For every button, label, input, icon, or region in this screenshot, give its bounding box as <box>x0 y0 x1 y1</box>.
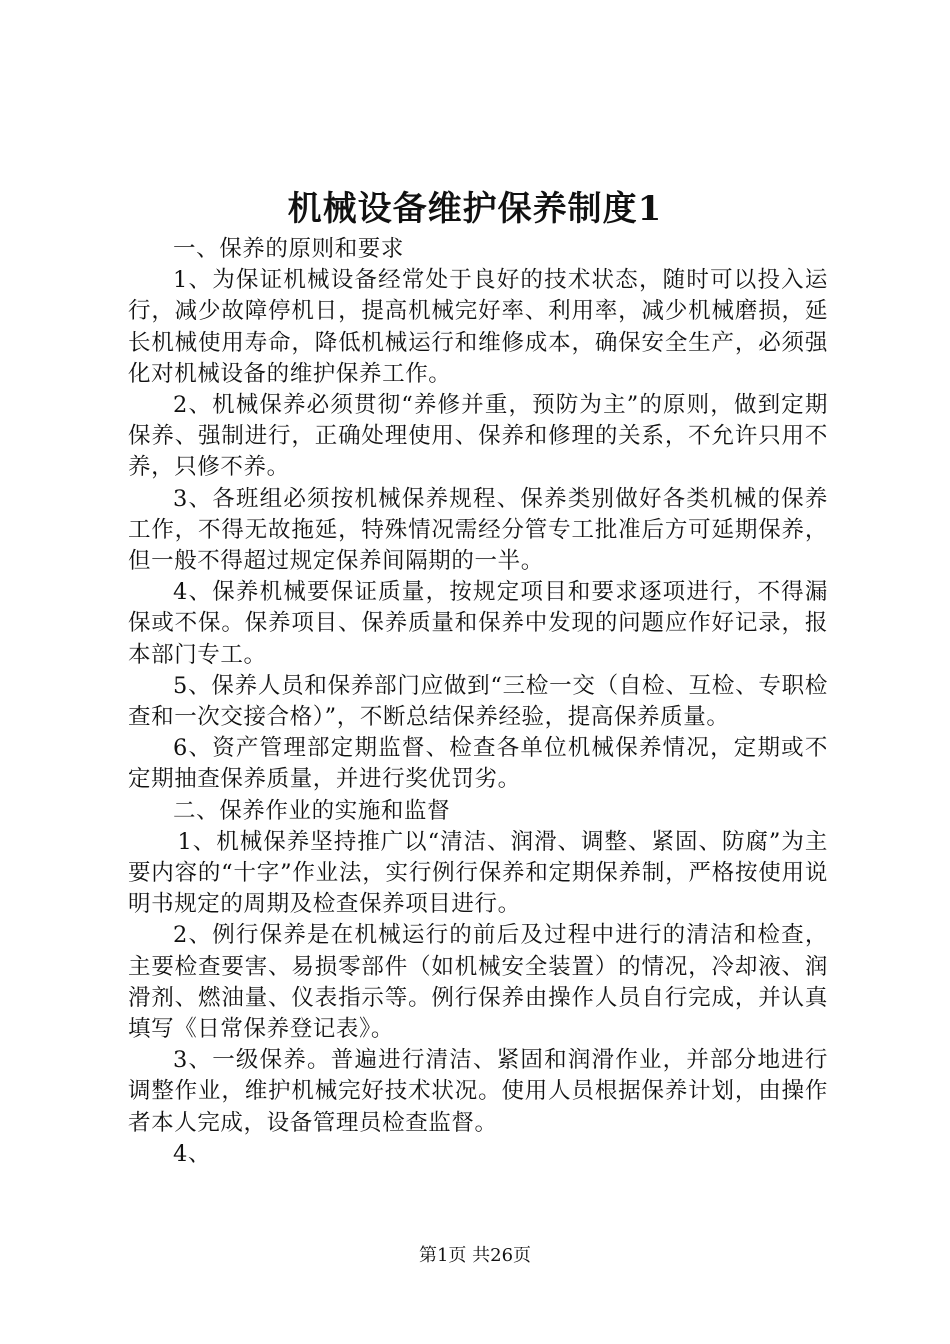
paragraph: 1、为保证机械设备经常处于良好的技术状态，随时可以投入运行，减少故障停机日，提高机械完好率、利用率，减少机械磨损，延长机械使用寿命，降低机械运行和维修成本，确保安全生产，必须强化对机械设备的维护保养工作。 <box>128 267 828 387</box>
section-heading-1: 一、保养的原则和要求 <box>173 236 405 262</box>
paragraph: 5、保养人员和保养部门应做到“三检一交（自检、互检、专职检查和一次交接合格）”，不断总结保养经验，提高保养质量。 <box>128 672 828 731</box>
paragraph: 3、一级保养。普遍进行清洁、紧固和润滑作业，并部分地进行调整作业，维护机械完好技术状况。使用人员根据保养计划，由操作者本人完成，设备管理员检查监督。 <box>128 1047 828 1136</box>
document-body <box>128 234 828 1170</box>
document-title: 机械设备维护保养制度1 <box>287 189 663 229</box>
paragraph: 2、机械保养必须贯彻“养修并重，预防为主”的原则，做到定期保养、强制进行，正确处理使用、保养和修理的关系，不允许只用不养，只修不养。 <box>128 392 828 481</box>
page-footer: 第1页 共26页 <box>418 1245 532 1266</box>
section-heading-2: 二、保养作业的实施和监督 <box>173 797 451 824</box>
paragraph: 4、 <box>173 1140 212 1167</box>
paragraph: 3、各班组必须按机械保养规程、保养类别做好各类机械的保养工作，不得无故拖延，特殊情况需经分管专工批准后方可延期保养，但一般不得超过规定保养间隔期的一半。 <box>128 485 828 575</box>
paragraph: 2、例行保养是在机械运行的前后及过程中进行的清洁和检查，主要检查要害、易损零部件（如机械安全装置）的情况，冷却液、润滑剂、燃油量、仪表指示等。例行保养由操作人员自行完成，并认真填写《日常保养登记表》。 <box>128 922 828 1043</box>
paragraph: 4、保养机械要保证质量，按规定项目和要求逐项进行，不得漏保或不保。保养项目、保养质量和保养中发现的问题应作好记录，报本部门专工。 <box>128 579 828 668</box>
paragraph: 6、资产管理部定期监督、检查各单位机械保养情况，定期或不定期抽查保养质量，并进行奖优罚劣。 <box>128 735 828 793</box>
paragraph: 1、机械保养坚持推广以“清洁、润滑、调整、紧固、防腐”为主要内容的“十字”作业法，实行例行保养和定期保养制，严格按使用说明书规定的周期及检查保养项目进行。 <box>128 828 828 918</box>
